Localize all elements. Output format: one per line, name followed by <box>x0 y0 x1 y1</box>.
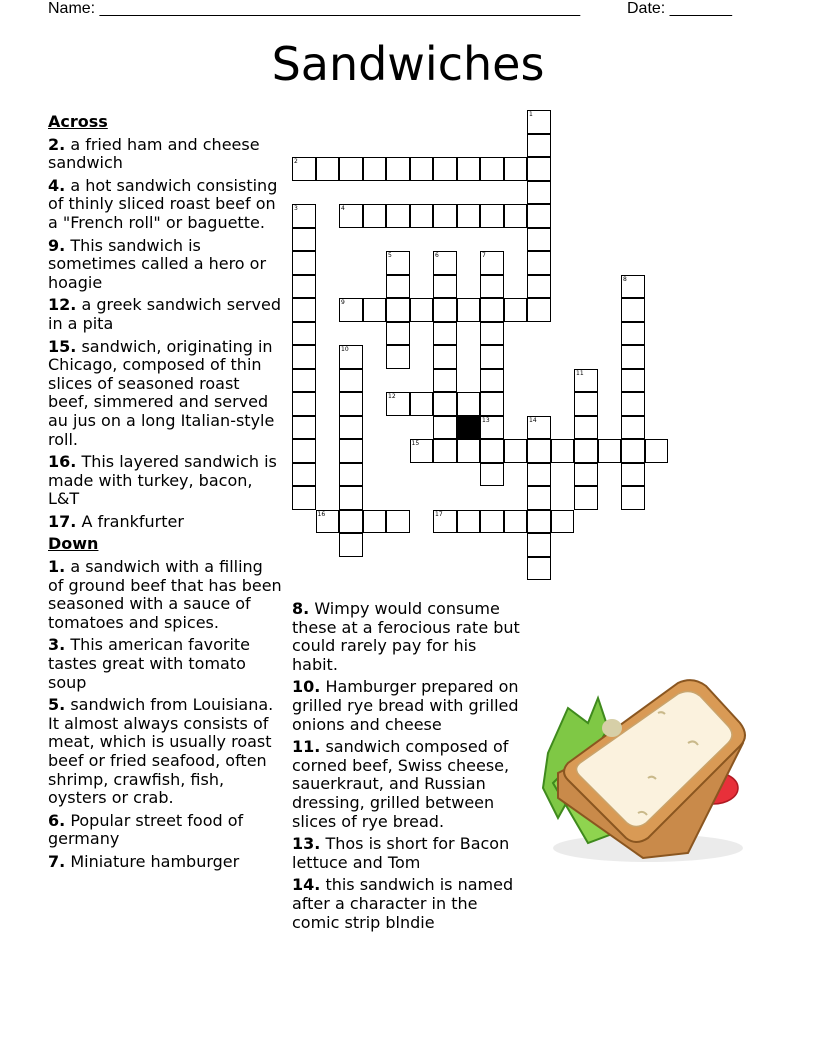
grid-cell[interactable] <box>527 110 551 134</box>
clue-down-6 <box>48 812 283 849</box>
grid-cell[interactable] <box>480 392 504 416</box>
grid-cell[interactable] <box>621 392 645 416</box>
down-heading: Down <box>48 534 99 554</box>
grid-cell[interactable] <box>527 228 551 252</box>
grid-cell[interactable] <box>433 369 457 393</box>
grid-cell[interactable] <box>292 463 316 487</box>
cell-number: 3 <box>294 205 298 212</box>
grid-cell[interactable] <box>292 228 316 252</box>
grid-cell[interactable] <box>480 204 504 228</box>
grid-cell[interactable] <box>527 416 551 440</box>
clue-text: Wimpy would consume these at a ferocious rate but could rarely pay for his habit. <box>292 599 520 674</box>
grid-cell[interactable] <box>292 204 316 228</box>
grid-cell[interactable] <box>433 157 457 181</box>
grid-cell[interactable] <box>457 510 481 534</box>
clue-across-17 <box>48 513 283 532</box>
date-field[interactable]: Date: _______ <box>627 0 732 17</box>
grid-cell[interactable] <box>292 416 316 440</box>
clue-across-4 <box>48 177 283 233</box>
grid-cell[interactable] <box>621 486 645 510</box>
grid-cell[interactable] <box>386 392 410 416</box>
clue-text: Thos is short for Bacon lettuce and Tom <box>292 834 510 872</box>
across-heading: Across <box>48 112 108 131</box>
grid-cell[interactable] <box>480 463 504 487</box>
clue-number: 5. <box>48 695 66 715</box>
grid-cell[interactable] <box>457 157 481 181</box>
clue-text: this sandwich is named after a character in the comic strip blndie <box>292 875 514 932</box>
grid-cell[interactable] <box>433 251 457 275</box>
clue-down-7 <box>48 853 283 872</box>
clue-text: a fried ham and cheese sandwich <box>48 134 260 173</box>
clue-across-12 <box>48 296 283 333</box>
grid-cell[interactable] <box>339 533 363 557</box>
clue-text: a greek sandwich served in a pita <box>48 295 281 333</box>
clue-down-3 <box>48 636 283 692</box>
clue-number: 17. <box>48 511 77 531</box>
grid-cell[interactable] <box>574 416 598 440</box>
grid-cell[interactable] <box>457 392 481 416</box>
grid-cell[interactable] <box>410 204 434 228</box>
grid-cell[interactable] <box>598 439 622 463</box>
grid-cell[interactable] <box>339 439 363 463</box>
clue-number: 7. <box>48 851 66 871</box>
grid-cell[interactable] <box>457 204 481 228</box>
grid-cell[interactable] <box>292 275 316 299</box>
grid-cell[interactable] <box>433 510 457 534</box>
grid-cell[interactable] <box>527 251 551 275</box>
clue-text: A frankfurter <box>81 511 184 531</box>
clue-across-9 <box>48 237 283 293</box>
grid-cell[interactable] <box>480 416 504 440</box>
grid-cell[interactable] <box>527 439 551 463</box>
grid-cell[interactable] <box>292 322 316 346</box>
clue-number: 12. <box>48 295 77 315</box>
cell-number: 9 <box>341 299 345 306</box>
grid-cell[interactable] <box>480 157 504 181</box>
cell-number: 10 <box>341 346 349 353</box>
grid-cell[interactable] <box>480 322 504 346</box>
cell-number: 7 <box>482 252 486 259</box>
grid-cell[interactable] <box>504 157 528 181</box>
clue-number: 3. <box>48 635 66 655</box>
cell-number: 13 <box>482 416 490 424</box>
grid-cell[interactable] <box>433 298 457 322</box>
clue-text: This layered sandwich is made with turkey, bacon, L&T <box>48 452 277 509</box>
name-field[interactable]: Name: ______________________________________________________ <box>48 0 581 17</box>
clue-down-1 <box>48 558 283 632</box>
grid-cell[interactable] <box>621 322 645 346</box>
grid-cell[interactable] <box>527 486 551 510</box>
clue-text: This american favorite tastes great with tomato soup <box>48 635 251 692</box>
grid-cell[interactable] <box>480 369 504 393</box>
grid-cell[interactable] <box>292 345 316 369</box>
cell-number: 2 <box>294 158 298 165</box>
grid-cell[interactable] <box>527 181 551 205</box>
grid-cell[interactable] <box>363 204 387 228</box>
cell-number: 12 <box>388 393 396 400</box>
clue-text: Miniature hamburger <box>70 851 240 871</box>
grid-cell[interactable] <box>574 463 598 487</box>
grid-cell[interactable] <box>457 439 481 463</box>
grid-cell[interactable] <box>621 369 645 393</box>
grid-cell[interactable] <box>504 510 528 534</box>
grid-cell[interactable] <box>621 439 645 463</box>
grid-cell[interactable] <box>386 322 410 346</box>
clue-down-13 <box>292 835 527 872</box>
grid-cell[interactable] <box>433 322 457 346</box>
grid-cell[interactable] <box>292 157 316 181</box>
cell-number: 8 <box>623 275 627 283</box>
grid-cell[interactable] <box>316 510 340 534</box>
grid-cell[interactable] <box>292 392 316 416</box>
grid-cell[interactable] <box>457 298 481 322</box>
grid-cell[interactable] <box>621 298 645 322</box>
grid-cell[interactable] <box>386 157 410 181</box>
cell-number: 4 <box>341 205 345 212</box>
grid-cell[interactable] <box>363 157 387 181</box>
header <box>48 0 748 20</box>
cell-number: 14 <box>529 416 537 424</box>
grid-cell[interactable] <box>551 510 575 534</box>
clue-number: 13. <box>292 834 321 854</box>
grid-cell[interactable] <box>504 298 528 322</box>
grid-cell[interactable] <box>621 275 645 299</box>
grid-cell[interactable] <box>339 157 363 181</box>
clues-column-left <box>48 113 283 876</box>
cell-number: 16 <box>317 510 326 518</box>
grid-cell[interactable] <box>527 510 551 534</box>
grid-cell[interactable] <box>433 416 457 440</box>
grid-cell[interactable] <box>410 298 434 322</box>
grid-cell[interactable] <box>527 533 551 557</box>
clue-across-16 <box>48 453 283 509</box>
clue-text: This sandwich is sometimes called a hero or hoagie <box>48 235 267 292</box>
cell-number: 15 <box>411 440 420 447</box>
cell-number: 1 <box>529 111 533 118</box>
grid-cell[interactable] <box>339 298 363 322</box>
grid-cell[interactable] <box>527 204 551 228</box>
clues-column-right <box>292 600 527 936</box>
grid-cell[interactable] <box>433 204 457 228</box>
clue-number: 15. <box>48 336 77 356</box>
grid-cell[interactable] <box>574 369 598 393</box>
grid-cell[interactable] <box>339 510 363 534</box>
clue-across-15 <box>48 338 283 450</box>
grid-cell[interactable] <box>480 251 504 275</box>
cell-number: 5 <box>388 252 392 259</box>
clue-text: Popular street food of germany <box>48 810 244 849</box>
grid-cell[interactable] <box>504 439 528 463</box>
grid-cell[interactable] <box>339 392 363 416</box>
grid-cell[interactable] <box>433 275 457 299</box>
grid-cell[interactable] <box>386 345 410 369</box>
grid-cell[interactable] <box>527 134 551 158</box>
grid-cell[interactable] <box>410 392 434 416</box>
grid-cell[interactable] <box>339 369 363 393</box>
sandwich-icon <box>528 668 773 878</box>
grid-cell[interactable] <box>480 345 504 369</box>
clue-number: 2. <box>48 134 66 154</box>
grid-cell[interactable] <box>480 275 504 299</box>
grid-cell[interactable] <box>339 463 363 487</box>
grid-cell[interactable] <box>433 345 457 369</box>
clue-number: 11. <box>292 737 321 757</box>
grid-cell[interactable] <box>574 486 598 510</box>
grid-cell[interactable] <box>292 486 316 510</box>
clue-number: 14. <box>292 875 321 895</box>
grid-cell[interactable] <box>339 345 363 369</box>
grid-cell[interactable] <box>386 251 410 275</box>
grid-cell[interactable] <box>527 275 551 299</box>
grid-cell[interactable] <box>551 439 575 463</box>
grid-cell[interactable] <box>574 439 598 463</box>
grid-cell[interactable] <box>386 298 410 322</box>
clue-number: 1. <box>48 557 66 577</box>
clue-text: sandwich from Louisiana. It almost always consists of meat, which is usually roast beef or fried seafood, often shrimp, crawfish, fish, oysters or crab. <box>48 695 274 808</box>
grid-cell[interactable] <box>574 392 598 416</box>
grid-cell[interactable] <box>645 439 669 463</box>
grid-cell[interactable] <box>339 486 363 510</box>
grid-cell[interactable] <box>480 298 504 322</box>
clue-text: a hot sandwich consisting of thinly sliced roast beef on a "French roll" or baguette. <box>48 175 278 232</box>
clue-number: 6. <box>48 810 66 830</box>
grid-cell[interactable] <box>527 463 551 487</box>
grid-cell[interactable] <box>292 251 316 275</box>
cell-number: 11 <box>576 369 584 377</box>
clue-across-2 <box>48 136 283 173</box>
clue-number: 10. <box>292 677 321 697</box>
clue-number: 16. <box>48 452 77 472</box>
grid-cell[interactable] <box>504 204 528 228</box>
grid-cell[interactable] <box>363 298 387 322</box>
grid-cell[interactable] <box>527 298 551 322</box>
page-title: Sandwiches <box>271 37 545 91</box>
grid-cell[interactable] <box>292 369 316 393</box>
clue-number: 9. <box>48 235 66 255</box>
cell-number: 6 <box>435 252 439 259</box>
grid-cell[interactable] <box>433 392 457 416</box>
clue-down-8 <box>292 600 527 674</box>
grid-cell[interactable] <box>339 204 363 228</box>
clue-text: Hamburger prepared on grilled rye bread with grilled onions and cheese <box>292 677 519 734</box>
grid-cell[interactable] <box>621 463 645 487</box>
grid-cell[interactable] <box>410 157 434 181</box>
grid-cell[interactable] <box>480 439 504 463</box>
grid-cell[interactable] <box>621 416 645 440</box>
clue-down-10 <box>292 678 527 734</box>
clue-down-5 <box>48 696 283 808</box>
grid-cell[interactable] <box>339 416 363 440</box>
grid-cell[interactable] <box>480 510 504 534</box>
clue-number: 8. <box>292 599 310 618</box>
clue-number: 4. <box>48 175 66 195</box>
clue-down-11 <box>292 738 527 831</box>
grid-cell-black <box>457 416 481 440</box>
grid-cell[interactable] <box>386 510 410 534</box>
clue-down-14 <box>292 876 527 932</box>
cell-number: 17 <box>435 510 443 518</box>
grid-cell[interactable] <box>433 439 457 463</box>
grid-cell[interactable] <box>386 204 410 228</box>
clue-text: sandwich, originating in Chicago, composed of thin slices of seasoned roast beef, simmered and served au jus on a long Italian-style roll. <box>48 336 275 449</box>
clue-text: sandwich composed of corned beef, Swiss cheese, sauerkraut, and Russian dressing, grilled between slices of rye bread. <box>292 737 510 831</box>
grid-cell[interactable] <box>292 298 316 322</box>
grid-cell[interactable] <box>316 157 340 181</box>
grid-cell[interactable] <box>386 275 410 299</box>
clue-text: a sandwich with a filling of ground beef that has been seasoned with a sauce of tomatoes and spices. <box>48 557 282 632</box>
grid-cell[interactable] <box>363 510 387 534</box>
grid-cell[interactable] <box>527 157 551 181</box>
grid-cell[interactable] <box>410 439 434 463</box>
grid-cell[interactable] <box>292 439 316 463</box>
grid-cell[interactable] <box>621 345 645 369</box>
grid-cell[interactable] <box>527 557 551 581</box>
